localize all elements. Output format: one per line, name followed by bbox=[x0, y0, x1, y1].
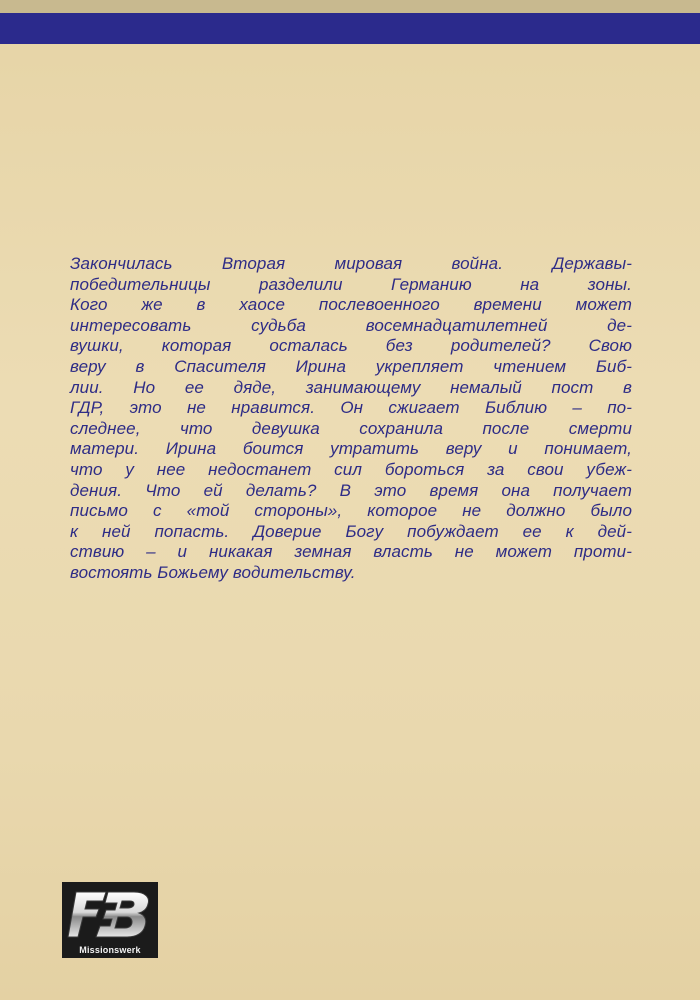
blurb-line: что у нее недостанет сил бороться за свои убеж- bbox=[70, 459, 632, 479]
blurb-line: следнее, что девушка сохранила после смерти bbox=[70, 418, 632, 438]
publisher-logo bbox=[62, 882, 158, 958]
blurb-line: веру в Спасителя Ирина укрепляет чтением Биб- bbox=[70, 356, 632, 376]
blurb-line: победительницы разделили Германию на зоны. bbox=[70, 274, 632, 294]
blurb-line: дения. Что ей делать? В это время она получает bbox=[70, 480, 632, 500]
blurb-line: ГДР, это не нравится. Он сжигает Библию – по- bbox=[70, 398, 632, 418]
blurb-line: интересовать судьба восемнадцатилетней де- bbox=[70, 315, 632, 335]
blurb-line: Кого же в хаосе послевоенного времени может bbox=[70, 295, 632, 315]
blurb-line: ствию – и никакая земная власть не может проти- bbox=[70, 542, 632, 562]
blurb-line: востоять Божьему водительству. bbox=[70, 562, 356, 582]
publisher-logo-caption: Missionswerk bbox=[79, 945, 141, 955]
top-edge-band bbox=[0, 0, 700, 13]
top-blue-stripe bbox=[0, 13, 700, 44]
back-cover-blurb bbox=[70, 254, 632, 584]
blurb-line: вушки, которая осталась без родителей? Свою bbox=[70, 336, 632, 356]
blurb-line: письмо с «той стороны», которое не должно было bbox=[70, 501, 632, 521]
blurb-line: к ней попасть. Доверие Богу побуждает ее к дей- bbox=[70, 521, 632, 541]
blurb-line: лии. Но ее дяде, занимающему немалый пост в bbox=[70, 377, 632, 397]
blurb-line: матери. Ирина боится утратить веру и понимает, bbox=[70, 439, 632, 459]
blurb-line: Закончилась Вторая мировая война. Державы- bbox=[70, 254, 632, 273]
